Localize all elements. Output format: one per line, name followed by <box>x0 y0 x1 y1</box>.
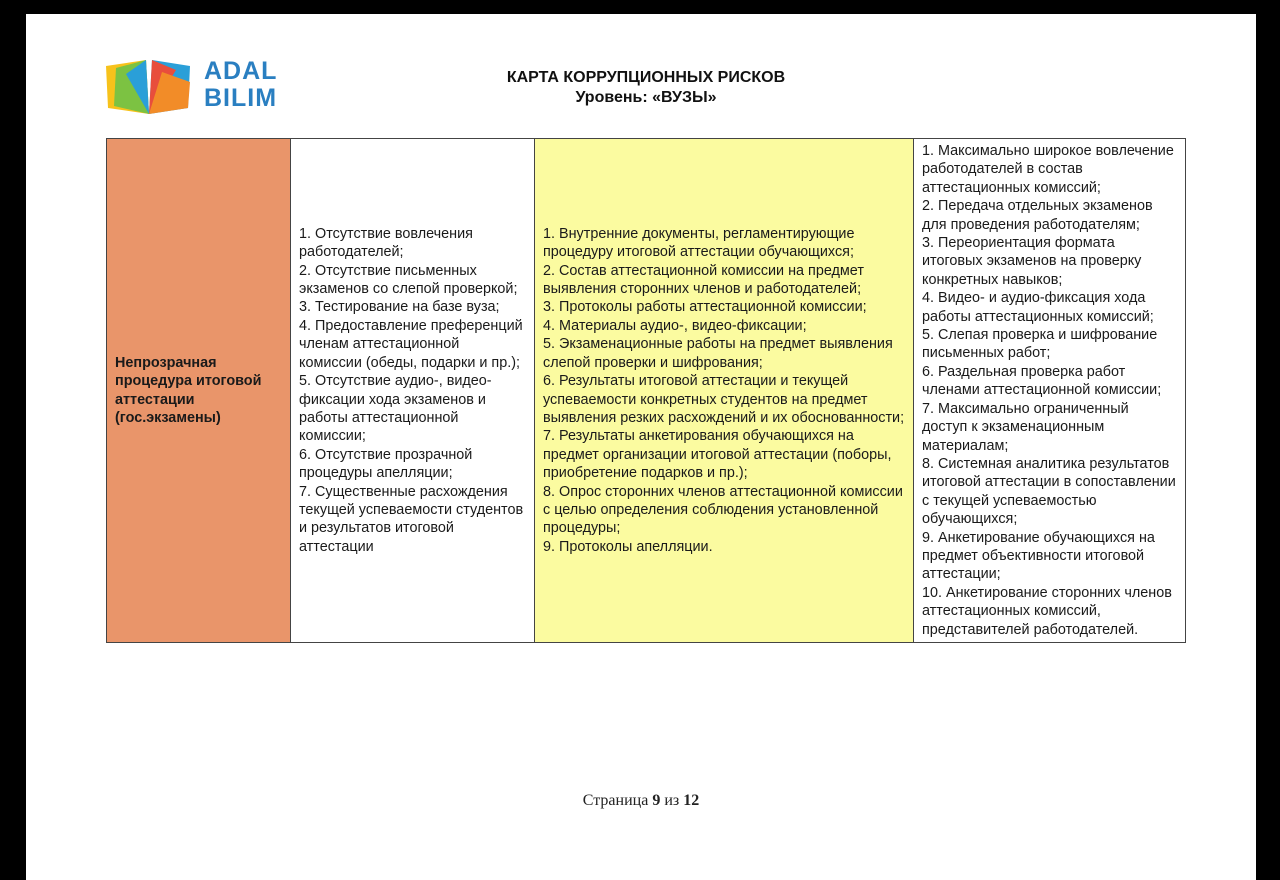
measure-item: 1. Максимально широкое вовлечение работодателей в состав аттестационных комиссий; <box>922 143 1174 196</box>
documents-cell <box>535 139 914 643</box>
risk-factors-cell <box>291 139 535 643</box>
document-item: 3. Протоколы работы аттестационной комиссии; <box>543 299 867 316</box>
current-page: 9 <box>652 792 661 809</box>
document-item: 6. Результаты итоговой аттестации и текущей успеваемости конкретных студентов на предмет выявления резких расхождений и их обоснованности; <box>543 373 905 426</box>
logo-line-1: ADAL <box>204 57 278 85</box>
measure-item: 3. Переориентация формата итоговых экзаменов на проверку конкретных навыков; <box>922 235 1142 288</box>
page-separator: из <box>664 792 680 809</box>
corruption-risk-table <box>106 138 1186 643</box>
measure-item: 7. Максимально ограниченный доступ к экзаменационным материалам; <box>922 400 1129 454</box>
measure-item: 10. Анкетирование сторонних членов аттестационных комиссий, представителей работодателей. <box>922 584 1172 638</box>
document-item: 1. Внутренние документы, регламентирующие процедуру итоговой аттестации обучающихся; <box>543 225 855 261</box>
document-item: 8. Опрос сторонних членов аттестационной комиссии с целью определения соблюдения установленной процедуры; <box>543 483 903 537</box>
document-header <box>446 68 846 108</box>
risk-factor-item: 1. Отсутствие вовлечения работодателей; <box>299 225 473 261</box>
measure-item: 8. Системная аналитика результатов итоговой аттестации в сопоставлении с текущей успеваемостью обучающихся; <box>922 455 1176 528</box>
page-number <box>26 792 1256 810</box>
measure-item: 4. Видео- и аудио-фиксация хода работы аттестационных комиссий; <box>922 290 1154 325</box>
measures-cell <box>914 139 1186 643</box>
risk-factor-item: 5. Отсутствие аудио-, видео-фиксации хода экзаменов и работы аттестационной комиссии; <box>299 373 492 445</box>
risk-name: Непрозрачная процедура итоговой аттестации (гос.экзамены) <box>115 354 262 426</box>
document-subtitle: Уровень: «ВУЗЫ» <box>575 89 717 106</box>
measure-item: 2. Передача отдельных экзаменов для проведения работодателям; <box>922 198 1153 233</box>
document-title: КАРТА КОРРУПЦИОННЫХ РИСКОВ <box>506 69 786 86</box>
measure-item: 6. Раздельная проверка работ членами аттестационной комиссии; <box>922 363 1162 399</box>
document-item: 7. Результаты анкетирования обучающихся на предмет организации итоговой аттестации (поборы, приобретение подарков и пр.); <box>543 428 892 482</box>
document-item: 9. Протоколы апелляции. <box>543 538 713 555</box>
risk-name-cell <box>107 139 291 643</box>
total-pages: 12 <box>683 792 700 809</box>
document-item: 2. Состав аттестационной комиссии на предмет выявления сторонних членов и работодателей; <box>543 262 864 298</box>
document-item: 5. Экзаменационные работы на предмет выявления слепой проверки и шифрования; <box>543 336 893 371</box>
risk-factor-item: 3. Тестирование на базе вуза; <box>299 299 500 316</box>
table-row <box>107 139 1186 643</box>
page-label: Страница <box>582 792 649 809</box>
risk-factor-item: 2. Отсутствие письменных экзаменов со слепой проверкой; <box>299 262 518 298</box>
adal-bilim-logo <box>106 58 306 118</box>
measure-item: 5. Слепая проверка и шифрование письменных работ; <box>922 327 1158 362</box>
measure-item: 9. Анкетирование обучающихся на предмет объективности итоговой аттестации; <box>922 529 1155 583</box>
risk-factor-item: 7. Существенные расхождения текущей успеваемости студентов и результатов итоговой аттестации <box>299 483 524 555</box>
document-page <box>26 14 1256 880</box>
logo-line-2: BILIM <box>204 84 278 112</box>
risk-factor-item: 4. Предоставление преференций членам аттестационной комиссии (обеды, подарки и пр.); <box>299 317 523 371</box>
open-book-logo-icon <box>106 60 192 116</box>
risk-factor-item: 6. Отсутствие прозрачной процедуры апелляции; <box>299 446 473 482</box>
document-item: 4. Материалы аудио-, видео-фиксации; <box>543 317 807 334</box>
logo-wordmark <box>204 58 277 112</box>
